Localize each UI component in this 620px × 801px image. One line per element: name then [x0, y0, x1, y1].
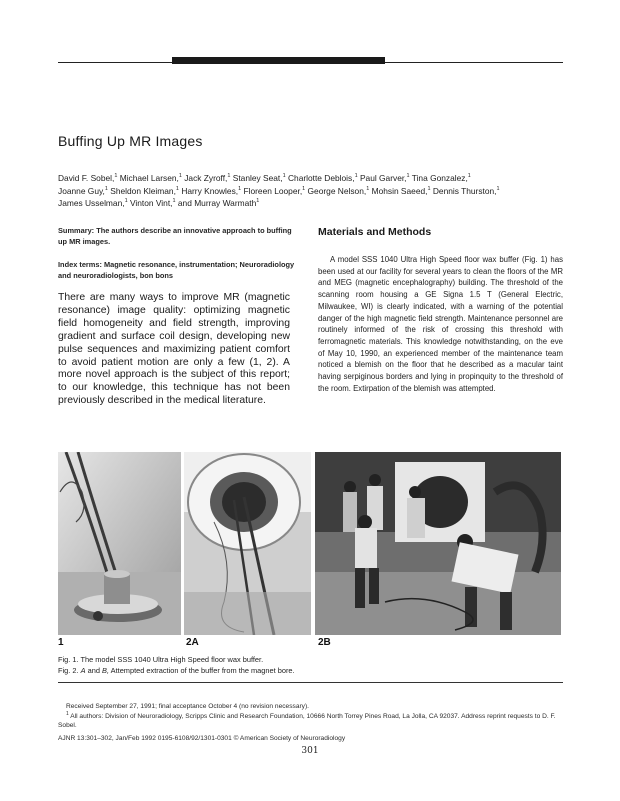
- author: Charlotte Deblois,: [287, 173, 355, 183]
- author: Dennis Thurston,: [432, 185, 497, 196]
- author-conjunction: and: [177, 198, 192, 209]
- author-line-1: David F. Sobel,$^1$ Michael Larsen,$^1$ Jack Zyroff,$^1$ Stanley Seat,$^1$ Charlotte Deblois,$^1$ Paul Garver,$^1$ Tina Gonzalez,$^1$: [58, 173, 471, 183]
- author-line-3: James Usselman,$^1$ Vinton Vint,$^1$ and Murray Warmath$^1$: [58, 198, 260, 209]
- article-title: Buffing Up MR Images: [58, 133, 203, 149]
- index-terms: Index terms: Magnetic resonance, instrumentation; Neuroradiology and neuroradiologists, bon bons: [58, 260, 295, 280]
- author: Harry Knowles,: [181, 185, 239, 196]
- author: Michael Larsen,: [119, 173, 179, 183]
- footnotes: [58, 702, 563, 731]
- figure-captions: [58, 652, 563, 683]
- lead-paragraph: There are many ways to improve MR (magnetic resonance) image quality: optimizing magnetic field homogeneity and field strength, improving gradient and surface coil design, developing new pulse sequences and maximizing patient comfort to avoid patient motion are only a few (1, 2). A more novel approach is the subject of this report; to our knowledge, this technique has not been previously described in the medical literature.: [58, 292, 290, 407]
- caption-fig-1: Fig. 1. The model SSS 1040 Ultra High Speed floor wax buffer.: [58, 655, 264, 664]
- materials-body: A model SSS 1040 Ultra High Speed floor wax buffer (Fig. 1) has been used at our facility for several years to clean the floors of the MR and MEG (magnetic encephalography) building. The threshold of the scanning room housing a GE Signa 1.5 T (General Electric, Milwaukee, WI) is clearly indicated, with a warning of the potential danger of the high magnetic field strength. Maintenance personnel are routinely informed of the risk of crossing this threshold with ferromagnetic materials. This knowledge notwithstanding, on the eve of May 10, 1990, an experienced member of the maintenance team noticed a blemish on the floor that he described as a macular taint having serpiginous borders and lying in propinquity to the threshold of the room. Extirpation of the blemish was attempted.: [318, 255, 563, 393]
- summary: Summary: The authors describe an innovative approach to buffing up MR images.: [58, 226, 292, 246]
- figure-label-2b: 2B: [318, 637, 331, 648]
- author: George Nelson,: [307, 185, 367, 196]
- affiliation-note: $^1$ All authors: Division of Neuroradiology, Scripps Clinic and Research Foundation, 10666 North Torrey Pines Road, La Jolla, CA 92037. Address reprint requests to D. F. Sobel.: [58, 710, 556, 730]
- caption-fig-2: Fig. 2. A and B, Attempted extraction of the buffer from the magnet bore.: [58, 665, 295, 675]
- author: Paul Garver,: [359, 173, 407, 183]
- author: Tina Gonzalez,: [411, 173, 468, 183]
- author: Murray Warmath: [194, 198, 257, 209]
- author-list: [58, 172, 563, 210]
- section-heading-materials: Materials and Methods: [318, 226, 432, 238]
- author: James Usselman,: [58, 198, 125, 209]
- figure-2b-extraction-team-photo: [315, 452, 561, 635]
- author: David F. Sobel,: [58, 173, 115, 183]
- author: Floreen Looper,: [243, 185, 303, 196]
- journal-citation: AJNR 13:301–302, Jan/Feb 1992 0195-6108/92/1301-0301 © American Society of Neuroradiology: [58, 735, 346, 742]
- author-line-2: Joanne Guy,$^1$ Sheldon Kleiman,$^1$ Harry Knowles,$^1$ Floreen Looper,$^1$ George Nelson,$^1$ Mohsin Saeed,$^1$ Dennis Thurston,$^1$: [58, 185, 500, 196]
- figure-label-1: 1: [58, 637, 64, 648]
- header-bar: [172, 57, 385, 64]
- received-note: Received September 27, 1991; final acceptance October 4 (no revision necessary).: [66, 703, 310, 710]
- figure-2a-magnet-bore-photo: [184, 452, 311, 635]
- figure-label-2a: 2A: [186, 637, 199, 648]
- page-number: 301: [301, 746, 319, 756]
- author: Sheldon Kleiman,: [110, 185, 176, 196]
- author: Jack Zyroff,: [184, 173, 228, 183]
- author: Stanley Seat,: [232, 173, 283, 183]
- figure-1-buffer-photo: [58, 452, 181, 635]
- author: Mohsin Saeed,: [371, 185, 428, 196]
- author: Joanne Guy,: [58, 185, 105, 196]
- author: Vinton Vint,: [129, 198, 173, 209]
